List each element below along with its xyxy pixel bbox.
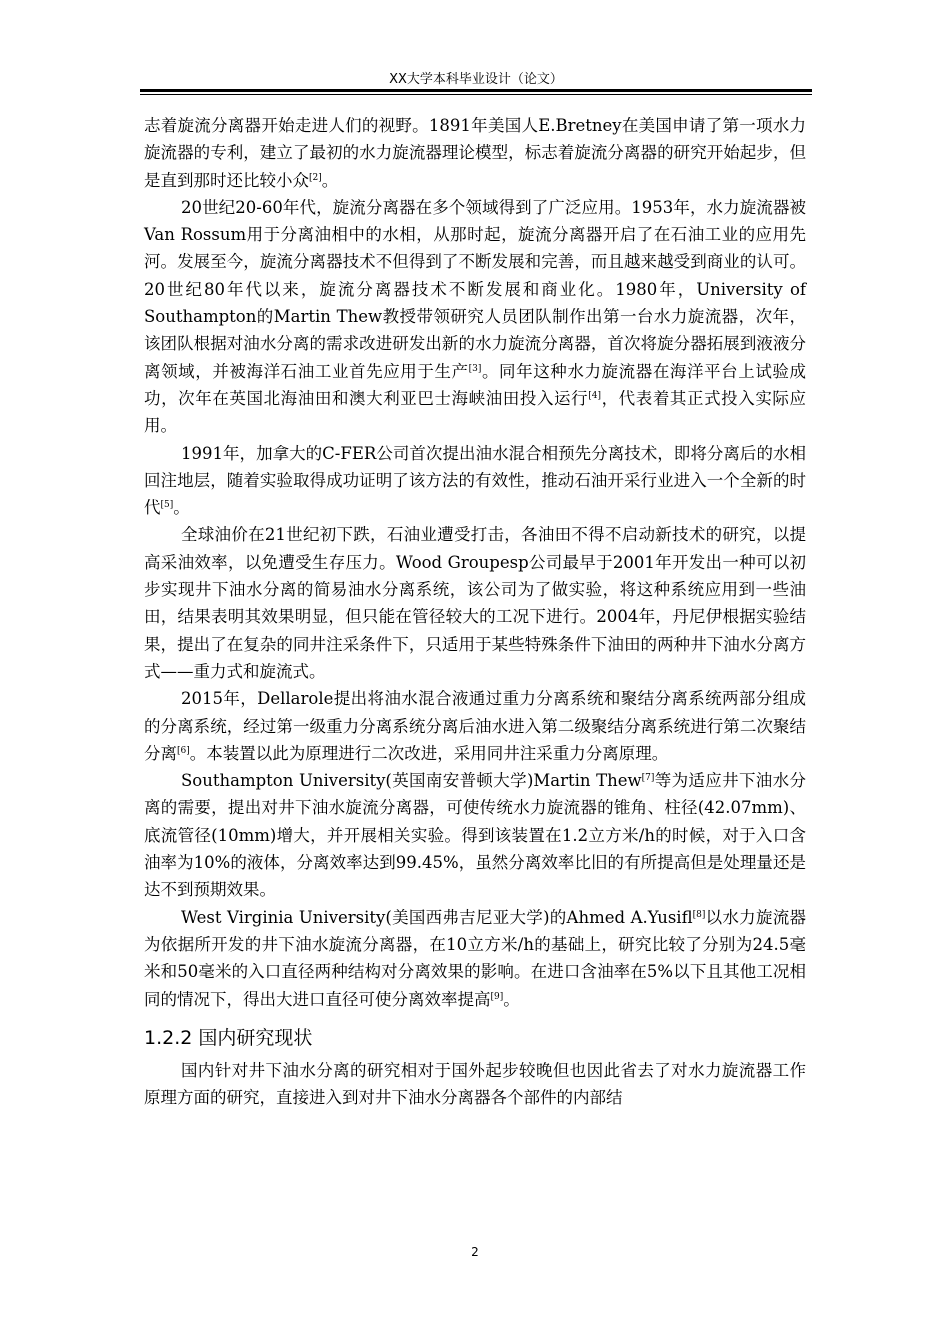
paragraph-2 [144,194,806,440]
text-run: 1991年，加拿大的C-FER公司首次提出油水混合相预先分离技术，即将分离后的水相回注地层，随着实验取得成功证明了该方法的有效性，推动石油开采行业进入一个全新的时代 [144,443,806,518]
text-run: 。 [503,989,520,1009]
citation-ref: [2] [309,172,322,183]
page-number: 2 [471,1245,479,1259]
text-run: 志着旋流分离器开始走进人们的视野。1891年美国人E.Bretney在美国申请了第一项水力旋流器的专利，建立了最初的水力旋流器理论模型，标志着旋流分离器的研究开始起步，但是直到那时还比较小众 [144,116,806,190]
text-run: 全球油价在21世纪初下跌，石油业遭受打击，各油田不得不启动新技术的研究，以提高采油效率，以免遭受生存压力。Wood Groupesp公司最早于2001年开发出一种可以初步实现井下油水分离的简易油水分离系统，该公司为了做实验，将这种系统应用到一些油田，结果表明其效果明显，但只能在管径较大的工况下进行。2004年，丹尼伊根据实验结果，提出了在复杂的同井注采条件下，只适用于某些特殊条件下油田的两种井下油水分离方式——重力式和旋流式。 [144,525,806,681]
paragraph-6 [144,767,806,903]
text-run: 等为适应井下油水分离的需要，提出对井下油水旋流分离器，可使传统水力旋流器的锥角、柱径(42.07mm)、底流管径(10mm)增大，并开展相关实验。得到该装置在1.2立方米/h的时候，对于入口含油率为10%的液体，分离效率达到99.45%，虽然分离效率比旧的有所提高但是处理量还是达不到预期效果。 [144,771,806,900]
citation-ref: [8] [692,909,706,920]
text-run: 。本装置以此为原理进行二次改进，采用同井注采重力分离原理。 [189,743,669,763]
paragraph-7 [144,904,806,1013]
section-paragraph: 国内针对井下油水分离的研究相对于国外起步较晚但也因此省去了对水力旋流器工作原理方面的研究，直接进入到对井下油水分离器各个部件的内部结 [144,1060,806,1108]
citation-ref: [7] [641,773,655,784]
paragraph-5 [144,685,806,767]
text-run: 。 [321,170,339,190]
citation-ref: [6] [177,745,190,756]
section-heading: 1.2.2 国内研究现状 [144,1026,313,1049]
text-run: 以水力旋流器为依据所开发的井下油水旋流分离器，在10立方米/h的基础上，研究比较了分别为24.5毫米和50毫米的入口直径两种结构对分离效果的影响。在进口含油率在5%以下且其他工况相同的情况下，得出大进口直径可使分离效率提高 [144,907,807,1009]
citation-ref: [5] [160,500,174,511]
citation-ref: [3] [468,363,482,374]
text-run: 2015年，Dellarole提出将油水混合液通过重力分离系统和聚结分离系统两部分组成的分离系统，经过第一级重力分离系统分离后油水进入第二级聚结分离系统进行第二次聚结分离 [144,689,806,763]
document-body [144,112,806,1111]
text-run: 。同年这种水力旋流器在海洋平台上试验成功，次年在英国北海油田和澳大利亚巴士海峡油田投入运行 [144,361,806,408]
paragraph-4 [144,521,806,685]
text-run: 20世纪20-60年代，旋流分离器在多个领域得到了广泛应用。1953年，水力旋流器被Van Rossum用于分离油相中的水相，从那时起，旋流分离器开启了在石油工业的应用先河。发展至今，旋流分离器技术不但得到了不断发展和完善，而且越来越受到商业的认可。20世纪80年代以来，旋流分离器技术不断发展和商业化。1980年，University of Southampton的Martin Thew教授带领研究人员团队制作出第一台水力旋流器，次年，该团队根据对油水分离的需求改进研发出新的水力旋流分离器，首次将旋分器拓展到液液分离领域，并被海洋石油工业首先应用于生产 [144,197,806,381]
header-rule-thick [140,89,812,92]
text-run: ，代表着其正式投入实际应用。 [144,388,807,436]
citation-ref: [9] [490,991,504,1002]
page-header: XX大学本科毕业设计（论文） [389,72,563,87]
header-rule-thin [140,94,812,95]
paragraph-1 [144,112,806,194]
text-run: 。 [173,498,190,518]
text-run: Southampton University(英国南安普顿大学)Martin Thew [181,771,642,791]
paragraph-3 [144,440,806,522]
citation-ref: [4] [588,390,601,401]
text-run: West Virginia University(美国西弗吉尼亚大学)的Ahmed A.Yusifl [181,907,693,927]
